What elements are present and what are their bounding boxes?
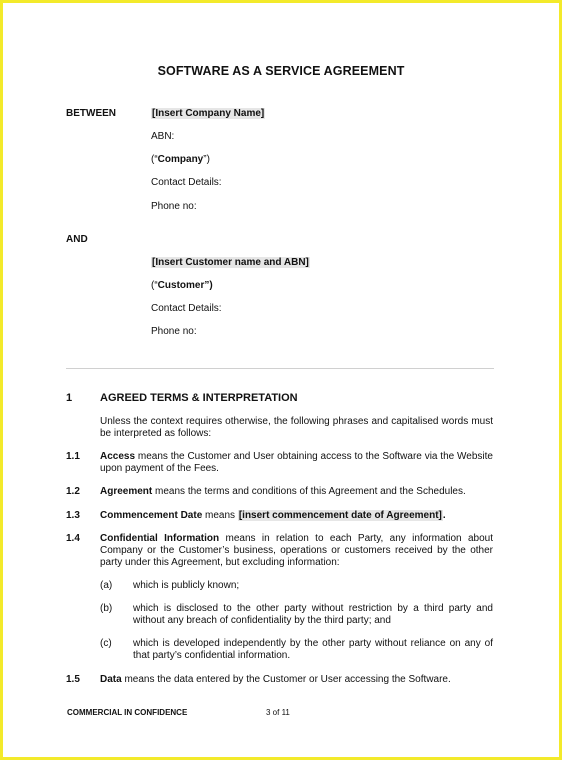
clause-number: 1.1 [66,451,80,462]
clause-text: means in relation to each Party, any information about Company or the Customer’s business, operations or customers received by the other party under this Agreement, but excluding information: [100,533,494,568]
company-def-word: Company [157,154,204,165]
footer-page-number: 3 of 11 [266,708,290,717]
clause-commencement-date [100,510,493,522]
clause-term: Confidential Information [100,533,220,544]
company-phone: Phone no: [151,201,197,212]
clause-text: means the data entered by the Customer or User accessing the Software. [121,674,451,685]
clause-agreement [100,486,493,498]
customer-contact: Contact Details: [151,303,222,314]
customer-def-open: (“ [151,280,158,291]
company-abn: ABN: [151,131,175,142]
clause-confidential-information [100,533,493,569]
subitem-text: which is disclosed to the other party without restriction by a third party and without any breach of confidentiality by the third party; and [133,603,493,626]
clause-term: Access [100,451,136,462]
clause-number: 1.5 [66,674,80,685]
company-definition [151,154,210,165]
clause-text: means the terms and conditions of this Agreement and the Schedules. [152,486,466,497]
section-number: 1 [66,392,73,404]
company-name-placeholder [151,108,265,119]
subitem-text: which is developed independently by the other party without reliance on any of that party’s confidential information. [133,638,493,661]
and-label: AND [66,234,88,245]
customer-phone: Phone no: [151,326,197,337]
section-divider [66,368,494,369]
subitem-label: (b) [100,603,113,614]
clause-number: 1.2 [66,486,80,497]
customer-name-placeholder [151,257,310,268]
subitem-label: (a) [100,580,113,591]
company-def-close: ”) [203,154,210,165]
between-label: BETWEEN [66,108,116,119]
clause-text: means the Customer and User obtaining access to the Software via the Website upon payment of the Fees. [100,451,493,474]
clause-text: means [202,510,238,521]
section-heading: AGREED TERMS & INTERPRETATION [100,392,298,404]
clause-number: 1.4 [66,533,80,544]
clause-term: Data [100,674,122,685]
customer-name-highlight: [Insert Customer name and ABN] [152,257,309,268]
commencement-date-placeholder: [insert commencement date of Agreement] [238,510,442,521]
company-name-highlight: [Insert Company Name] [152,108,265,119]
subitem-text: which is publicly known; [133,580,240,591]
customer-definition [151,280,213,291]
document-title: SOFTWARE AS A SERVICE AGREEMENT [157,64,405,78]
clause-number: 1.3 [66,510,80,521]
clause-term: Agreement [100,486,153,497]
section-intro: Unless the context requires otherwise, the following phrases and capitalised words must be interpreted as follows: [100,416,493,439]
clause-term: Commencement Date [100,510,203,521]
company-contact: Contact Details: [151,177,222,188]
clause-period: . [442,510,446,521]
subitem-label: (c) [100,638,112,649]
clause-data [100,674,493,686]
footer-confidential: COMMERCIAL IN CONFIDENCE [67,708,188,717]
customer-def-word: Customer”) [157,280,213,291]
clause-access [100,451,493,475]
company-def-open: (“ [151,154,158,165]
